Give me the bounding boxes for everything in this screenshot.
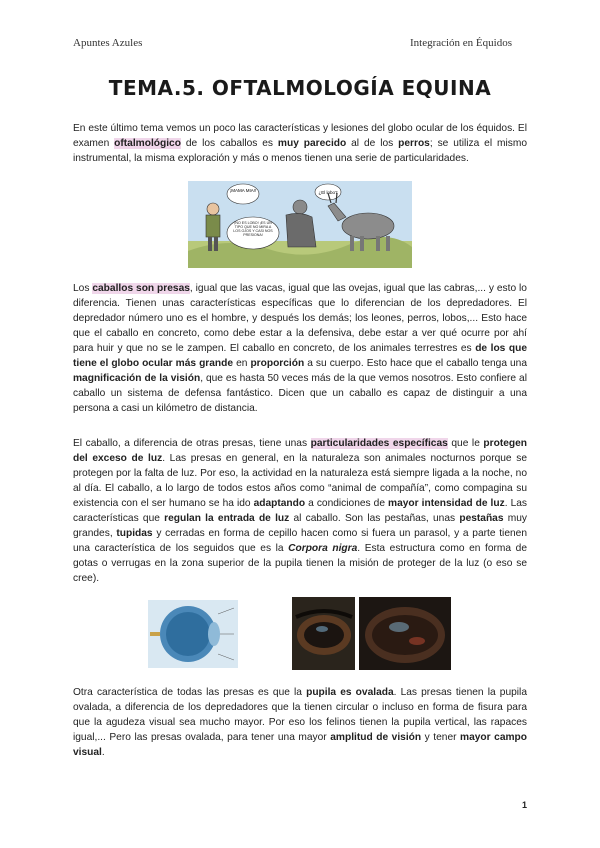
paragraph-light: El caballo, a diferencia de otras presas, tiene unas particularidades específicas que le protegen del exceso de luz. Las presas en general, en la naturaleza son animales nocturnos porque se protegen por la falta de luz. Por eso, la actividad en la naturaleza está siempre ligada a la noche, no al día. El caballo, a lo largo de todos estos años como “animal de compañía”, como compagina su existencia con el ser humano se ha ido adaptando a condiciones de mayor intensidad de luz. Las características que regulan la entrada de luz al caballo. Son las pestañas, unas pestañas muy grandes, tupidas y cerradas en forma de cepillo hacen como si fuera un parasol, y a parte tienen una característica de los seguidos que es la Corpora nigra. Esta estructura como en forma de gotas o verrugas en la zona superior de la pupila tienen la misión de proteger de la luz (o eso se cree). <box>73 438 528 584</box>
horse-eye-photo-1 <box>292 597 355 670</box>
page-title: TEMA.5. OFTALMOLOGÍA EQUINA <box>108 76 492 100</box>
paragraph-intro: En este último tema vemos un poco las características y lesiones del globo ocular de los équidos. El examen oftalmológico de los caballos es muy parecido al de los perros; se utiliza el mismo instrumental, la misma exploración y más o menos tienen una serie de particularidades. <box>73 123 527 164</box>
bubble-3: ¡NO ES LOBO! ¡ES UN TIPO QUE NO MIRA A LOS OJOS Y CASI NOS PRESIONA! <box>233 221 273 237</box>
page-number: 1 <box>522 800 528 810</box>
eye-anatomy-image <box>148 600 238 668</box>
cartoon-image <box>188 181 412 268</box>
paragraph-prey: Los caballos son presas, igual que las vacas, igual que las ovejas, igual que las cabras,... y esto lo diferencia. Tienen unas características específicas que lo diferencian de los depredadores. El depredador número uno es el hombre, y después los demás; los leones, perros, lobos,... Esto hace que el caballo en concreto, como debe estar a la defensiva, debe estar a ver qué ocurre por ahí para huir y que no se le zampen. El caballo en concreto, de los animales terrestres es de los que tiene el globo ocular más grande en proporción a su cuerpo. Esto hace que el caballo tenga una magnificación de la visión, que es hasta 50 veces más de la que vemos nosotros. Esto confiere al caballo un sistema de defensa fantástico. Dicen que un caballo es capaz de distinguir a una persona a casi un kilómetro de distancia. <box>73 283 528 414</box>
bubble-1: ¡MAMA MIA!! <box>229 188 257 193</box>
horse-eye-photo-2 <box>359 597 451 670</box>
header-left: Apuntes Azules <box>73 37 143 49</box>
header-right: Integración en Équidos <box>409 37 512 49</box>
paragraph-pupil: Otra característica de todas las presas es que la pupila es ovalada. Las presas tienen la pupila ovalada, a diferencia de los depredadores que la tienen circular o incluso en forma de fisura para que la agudeza visual sea mucho mayor. Por eso los felinos tienen la pupila vertical, las rapaces igual,... Pero las presas ovalada, para tener una mayor amplitud de visión y tener mayor campo visual. <box>73 687 527 758</box>
bubble-2: ¿El lobo? <box>318 190 338 195</box>
